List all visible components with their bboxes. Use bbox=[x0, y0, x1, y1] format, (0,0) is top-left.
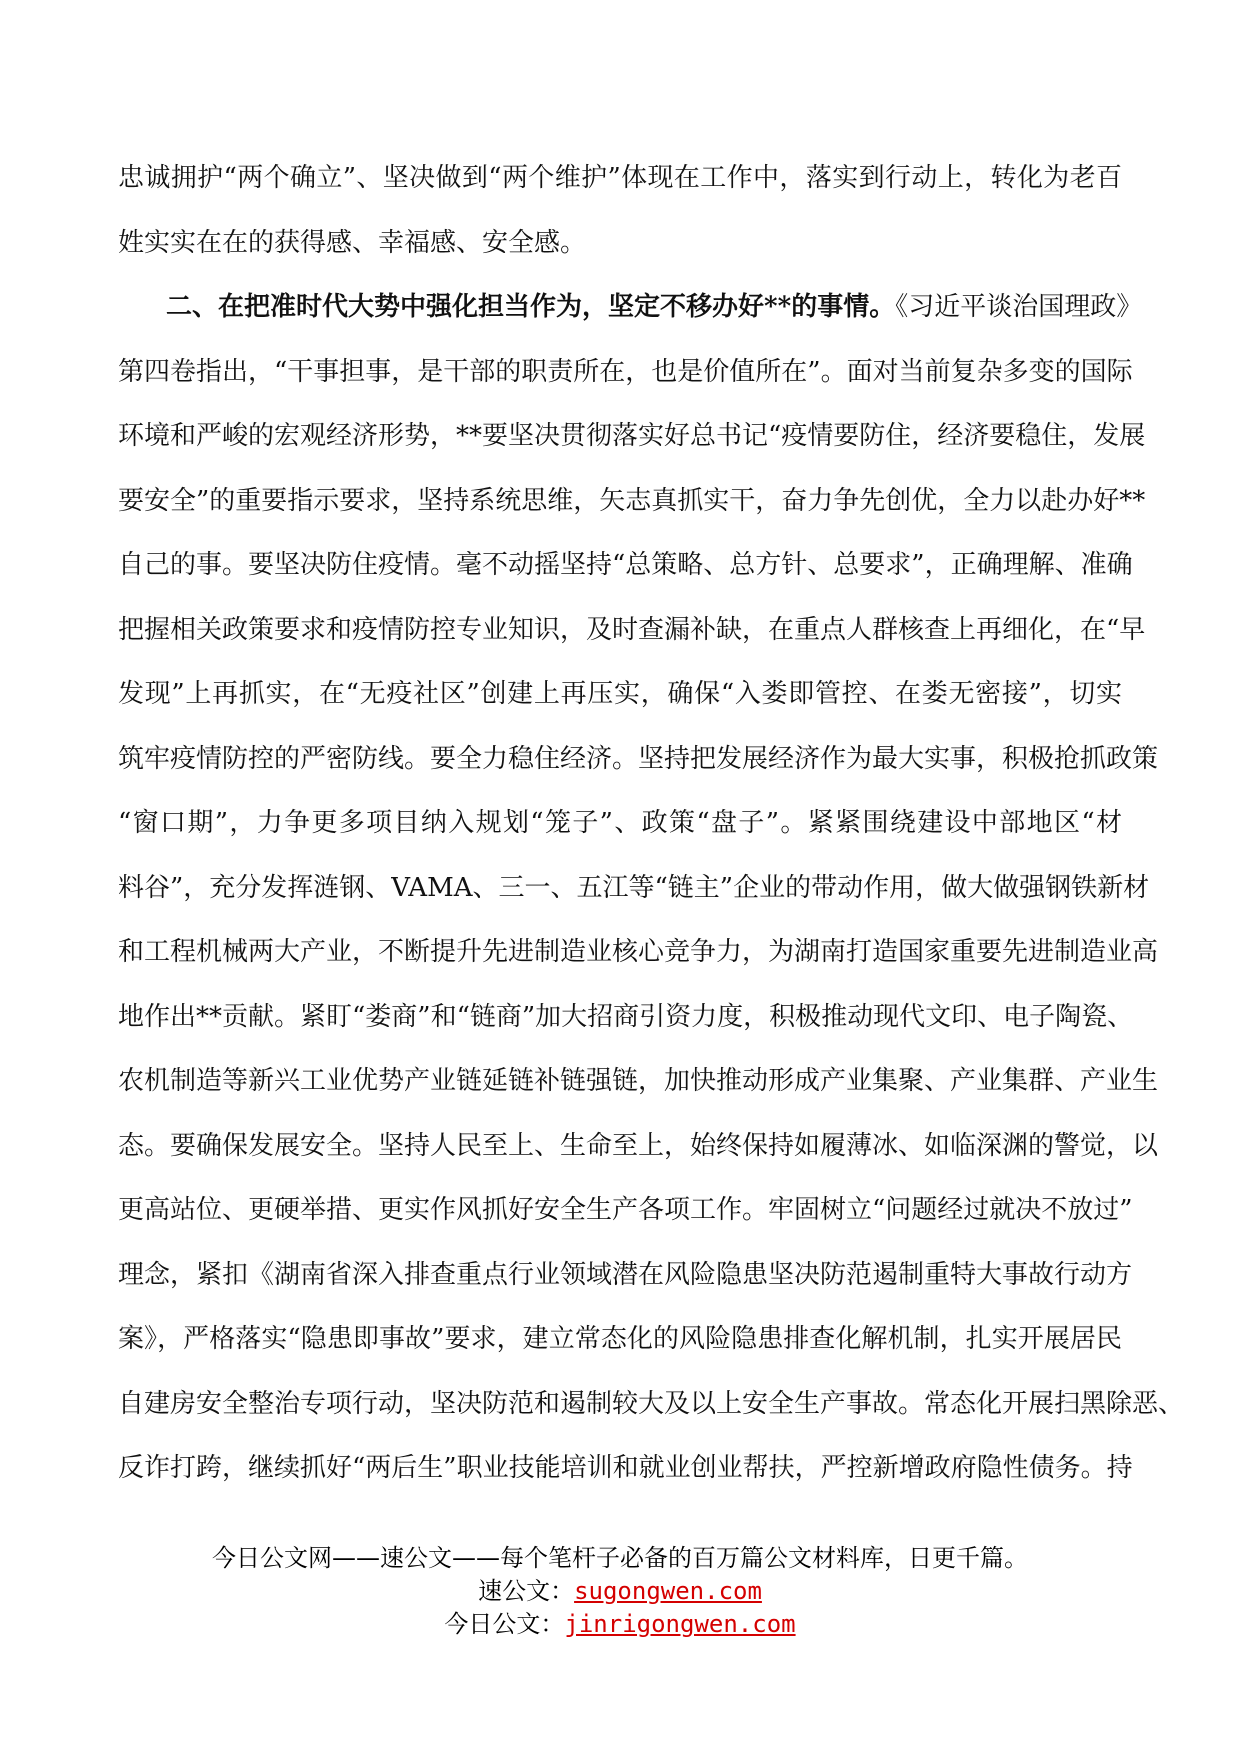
text-line: 案》，严格落实“隐患即事故”要求，建立常态化的风险隐患排查化解机制，扎实开展居民 bbox=[118, 1324, 1122, 1354]
text-line: 农机制造等新兴工业优势产业链延链补链强链，加快推动形成产业集聚、产业集群、产业生 bbox=[118, 1066, 1159, 1096]
text-line: 更高站位、更硬举措、更实作风抓好安全生产各项工作。牢固树立“问题经过就决不放过” bbox=[118, 1195, 1133, 1225]
document-body bbox=[118, 146, 1185, 1501]
text-line: 发现”上再抓实，在“无疫社区”创建上再压实，确保“入娄即管控、在娄无密接”，切实 bbox=[118, 679, 1122, 709]
text-line: 反诈打跨，继续抓好“两后生”职业技能培训和就业创业帮扶，严控新增政府隐性债务。持 bbox=[118, 1453, 1133, 1483]
text-line: 忠诚拥护“两个确立”、坚决做到“两个维护”体现在工作中，落实到行动上，转化为老百 bbox=[118, 163, 1122, 193]
text-line: “窗口期”，力争更多项目纳入规划“笼子”、政策“盘子”。紧紧围绕建设中部地区“材 bbox=[118, 808, 1122, 838]
text-line: 自己的事。要坚决防住疫情。毫不动摇坚持“总策略、总方针、总要求”，正确理解、准确 bbox=[118, 550, 1133, 580]
footer-link-row-sugongwen bbox=[0, 1575, 1240, 1608]
text-line: 理念，紧扣《湖南省深入排查重点行业领域潜在风险隐患坚决防范遏制重特大事故行动方 bbox=[118, 1259, 1133, 1290]
footer-link-row-jinrigongwen bbox=[0, 1608, 1240, 1641]
section-heading-line bbox=[118, 275, 1143, 340]
sugongwen-link[interactable]: sugongwen.com bbox=[574, 1577, 762, 1605]
footer-label: 今日公文： bbox=[444, 1610, 565, 1638]
text-line: 第四卷指出，“干事担事，是干部的职责所在，也是价值所在”。面对当前复杂多变的国际 bbox=[118, 356, 1133, 387]
footer-label: 速公文： bbox=[478, 1577, 575, 1605]
section-heading: 二、在把准时代大势中强化担当作为，坚定不移办好**的事情。 bbox=[166, 292, 896, 322]
jinrigongwen-link[interactable]: jinrigongwen.com bbox=[564, 1610, 796, 1638]
text-line: 自建房安全整治专项行动，坚决防范和遏制较大及以上安全生产事故。常态化开展扫黑除恶、 bbox=[118, 1388, 1185, 1419]
text-line: 环境和严峻的宏观经济形势，**要坚决贯彻落实好总书记“疫情要防住，经济要稳住，发展 bbox=[118, 421, 1146, 451]
text-line: 把握相关政策要求和疫情防控专业知识，及时查漏补缺，在重点人群核查上再细化，在“早 bbox=[118, 614, 1146, 645]
text-line: 和工程机械两大产业，不断提升先进制造业核心竞争力，为湖南打造国家重要先进制造业高 bbox=[118, 937, 1159, 967]
text-line: 要安全”的重要指示要求，坚持系统思维，矢志真抓实干，奋力争先创优，全力以赴办好** bbox=[118, 485, 1146, 516]
text-line: 姓实实在在的获得感、幸福感、安全感。 bbox=[118, 227, 587, 258]
footer-slogan: 今日公文网——速公文——每个笔杆子必备的百万篇公文材料库，日更千篇。 bbox=[212, 1544, 1028, 1572]
text-line: 料谷”，充分发挥涟钢、VAMA、三一、五江等“链主”企业的带动作用，做大做强钢铁新材 bbox=[118, 872, 1150, 903]
text-line: 态。要确保发展安全。坚持人民至上、生命至上，始终保持如履薄冰、如临深渊的警觉，以 bbox=[118, 1130, 1159, 1161]
text-line: 地作出**贡献。紧盯“娄商”和“链商”加大招商引资力度，积极推动现代文印、电子陶瓷、 bbox=[118, 1001, 1134, 1032]
book-title-reference: 《习近平谈治国理政》 bbox=[895, 292, 1143, 322]
text-line: 筑牢疫情防控的严密防线。要全力稳住经济。坚持把发展经济作为最大实事，积极抢抓政策 bbox=[118, 743, 1159, 774]
footer bbox=[0, 1542, 1240, 1641]
